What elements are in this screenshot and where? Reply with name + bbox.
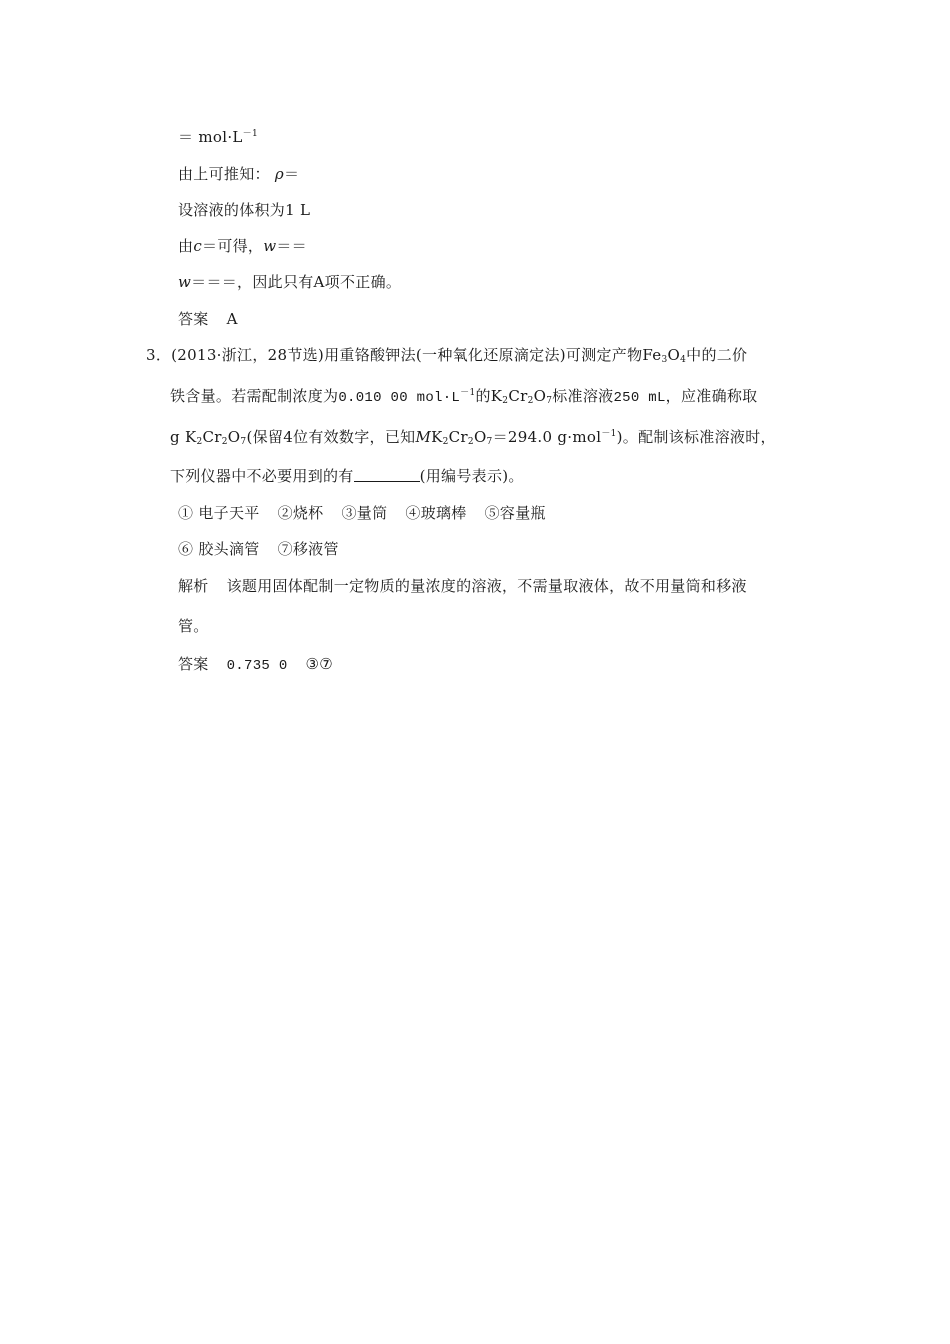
text-segment: 设溶液的体积为1 L [178, 201, 311, 219]
formula-line-1 [178, 126, 258, 147]
option-3: ③量筒 [341, 504, 388, 522]
subscript: 3 [661, 355, 668, 365]
subscript: 2 [502, 396, 509, 406]
text-segment: ＝＝ [276, 237, 307, 255]
formula-line-4 [178, 235, 307, 256]
formula-line-5 [178, 271, 401, 292]
subscript: 7 [486, 437, 493, 447]
text-segment: (2013·浙江，28节选)用重铬酸钾法(一种氧化还原滴定法)可测定产物 [171, 346, 643, 364]
option-4: ④玻璃棒 [405, 504, 467, 522]
text-segment: ＝ [284, 165, 300, 183]
text-segment: ＝294.0 g·mol [492, 428, 602, 446]
text-segment: g K [170, 428, 197, 446]
concentration-value: 0.010 00 mol·L [338, 390, 461, 406]
answer-choice: ③⑦ [305, 655, 334, 673]
analysis-line-2 [178, 615, 209, 636]
option-7: ⑦移液管 [277, 540, 339, 558]
variable-c: c [193, 237, 203, 255]
question-3-line-4 [170, 465, 524, 486]
options-row-1 [178, 502, 546, 523]
superscript: －1 [460, 388, 476, 398]
formula-superscript: －1 [242, 129, 258, 139]
chem-o: O [473, 428, 487, 446]
text-segment: 由 [178, 237, 194, 255]
option-2: ②烧杯 [277, 504, 324, 522]
subscript: 2 [196, 437, 203, 447]
text-segment: 由上可推知： [178, 165, 270, 183]
subscript: 7 [240, 437, 247, 447]
question-3-line-1 [146, 344, 747, 365]
answer-value: A [226, 310, 238, 328]
analysis-label: 解析 [178, 577, 209, 595]
text-segment: )。配制该标准溶液时， [616, 428, 776, 446]
variable-w: w [178, 273, 192, 291]
rho-symbol: ρ [274, 165, 285, 183]
subscript: 2 [221, 437, 228, 447]
text-segment: (用编号表示)。 [419, 467, 524, 485]
question-3-line-3 [170, 426, 776, 447]
text-segment: 下列仪器中不必要用到的有 [170, 467, 354, 485]
text-segment: (保留4位有效数字，已知 [246, 428, 416, 446]
answer-label: 答案 [178, 655, 209, 673]
formula-line-2 [178, 163, 299, 184]
answer-blank [354, 469, 420, 482]
text-segment: 的 [475, 387, 491, 405]
chem-o: O [533, 387, 547, 405]
subscript: 2 [467, 437, 474, 447]
options-row-2 [178, 538, 339, 559]
question-number: 3． [146, 346, 172, 364]
text-segment: ＝可得， [202, 237, 264, 255]
chem-cr: Cr [448, 428, 468, 446]
chem-k: K [431, 428, 443, 446]
text-segment: 标准溶液 [552, 387, 614, 405]
formula-text: ＝ mol·L [178, 128, 243, 146]
chem-k: K [490, 387, 503, 405]
option-5: ⑤容量瓶 [484, 504, 546, 522]
answer-value: 0.735 0 [226, 658, 288, 674]
chem-cr: Cr [202, 428, 222, 446]
volume-value: 250 mL [613, 390, 666, 406]
analysis-text: 该题用固体配制一定物质的量浓度的溶液，不需量取液体，故不用量筒和移液 [226, 577, 747, 595]
text-segment: ＝＝＝，因此只有A项不正确。 [191, 273, 402, 291]
text-segment: 铁含量。若需配制浓度为 [170, 387, 339, 405]
analysis-line-1 [178, 575, 747, 596]
answer-label: 答案 [178, 310, 209, 328]
variable-w: w [263, 237, 277, 255]
variable-m: M [415, 428, 432, 446]
analysis-text-cont: 管。 [178, 617, 209, 635]
chem-fe: Fe [642, 346, 662, 364]
text-segment: ，应准确称取 [665, 387, 758, 405]
text-segment: 中的二价 [686, 346, 748, 364]
prev-answer [178, 308, 238, 329]
question-3-line-2 [170, 385, 757, 406]
q3-answer [178, 653, 333, 674]
superscript: －1 [601, 429, 617, 439]
subscript: 2 [527, 396, 534, 406]
option-6: ⑥ 胶头滴管 [178, 540, 260, 558]
chem-o: O [667, 346, 681, 364]
subscript: 2 [442, 437, 449, 447]
chem-cr: Cr [508, 387, 528, 405]
formula-line-3 [178, 199, 310, 220]
chem-o: O [227, 428, 241, 446]
option-1: ① 电子天平 [178, 504, 260, 522]
subscript: 7 [546, 396, 553, 406]
subscript: 4 [680, 355, 687, 365]
